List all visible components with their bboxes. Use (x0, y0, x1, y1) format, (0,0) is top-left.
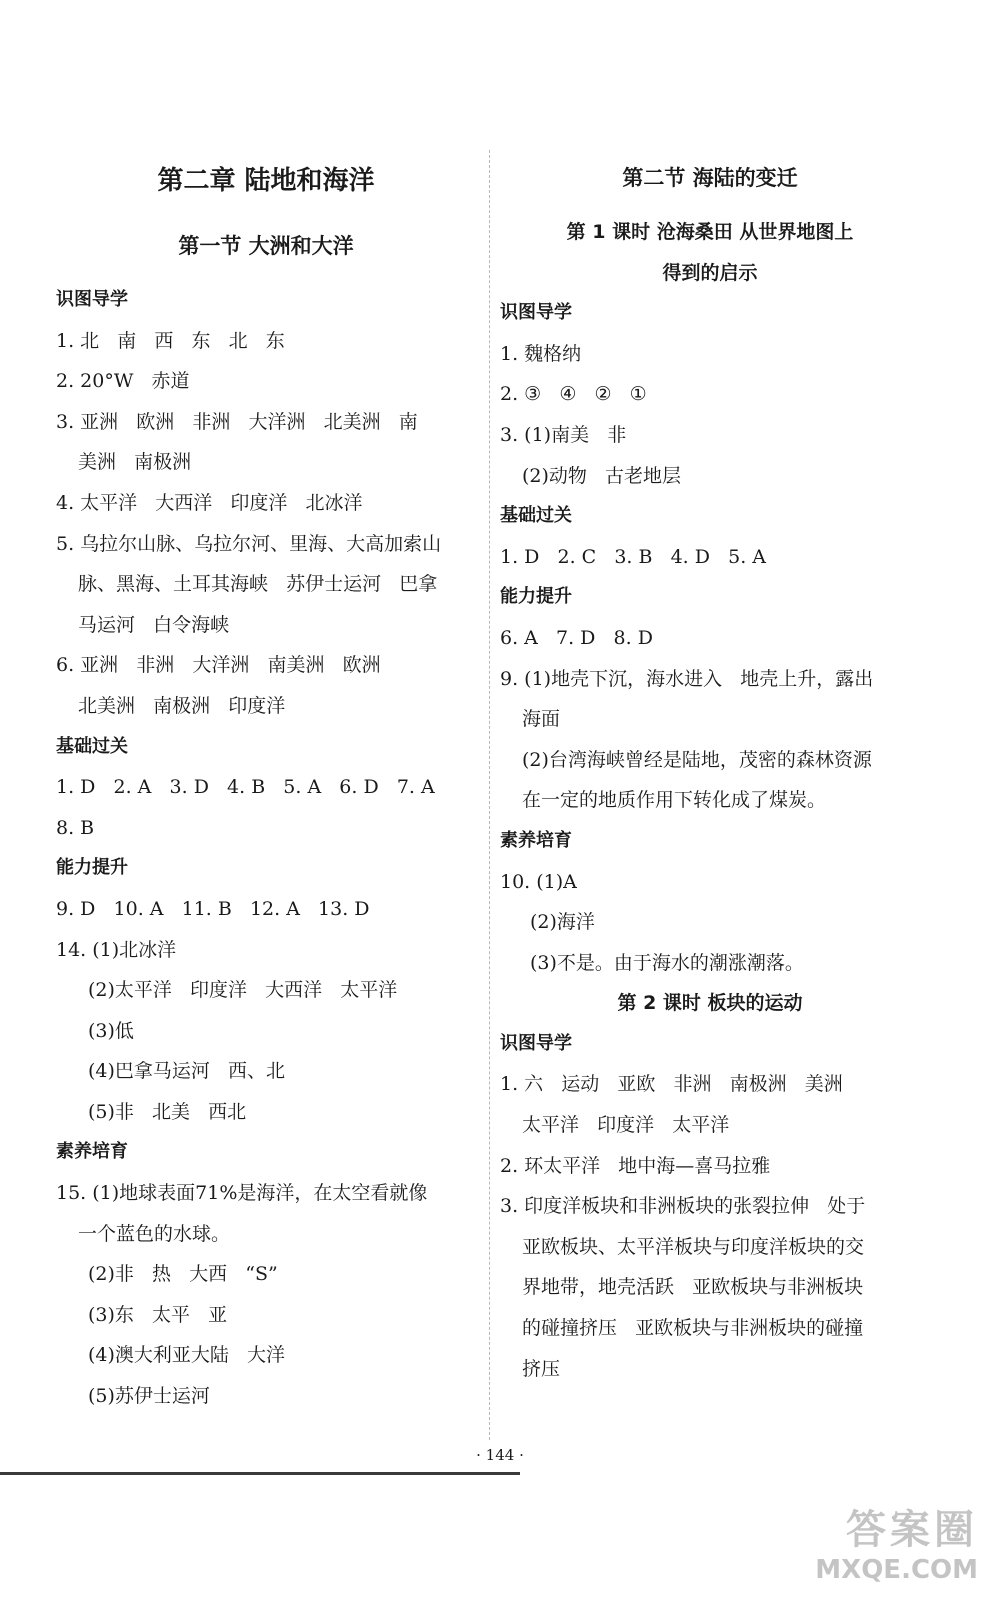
section-title: 第一节 大洲和大洋 (178, 234, 354, 258)
chapter-title: 第二章 陆地和海洋 (157, 166, 375, 196)
answer-line: 6. A 7. D 8. D (500, 626, 653, 649)
answer-line: 一个蓝色的水球。 (78, 1222, 231, 1245)
lesson-title: 第 2 课时 板块的运动 (617, 992, 803, 1015)
answer-line: (2)海洋 (530, 911, 595, 934)
answer-line: 14. (1)北冰洋 (56, 938, 177, 961)
answer-line: 马运河 白令海峡 (78, 613, 230, 636)
answer-line: 的碰撞挤压 亚欧板块与非洲板块的碰撞 (522, 1317, 864, 1340)
category-heading: 素养培育 (500, 829, 572, 851)
answer-line: 界地带，地壳活跃 亚欧板块与非洲板块 (522, 1276, 864, 1299)
category-heading: 识图导学 (500, 1032, 572, 1054)
answer-line: 8. B (56, 816, 95, 839)
answer-line: 1. 北 南 西 东 北 东 (56, 329, 285, 352)
answer-line: (2)台湾海峡曾经是陆地，茂密的森林资源 (522, 748, 872, 771)
answer-line: 2. ③ ④ ② ① (500, 383, 647, 406)
category-heading: 基础过关 (56, 735, 128, 757)
answer-line: (2)太平洋 印度洋 大西洋 太平洋 (88, 979, 398, 1002)
answer-line: (2)动物 古老地层 (522, 464, 682, 487)
section-title: 第二节 海陆的变迁 (622, 166, 798, 190)
answer-line: (4)巴拿马运河 西、北 (88, 1060, 286, 1083)
answer-line: 2. 环太平洋 地中海—喜马拉雅 (500, 1154, 771, 1177)
answer-line: 亚欧板块、太平洋板块与印度洋板块的交 (522, 1235, 865, 1258)
answer-line: 15. (1)地球表面71%是海洋，在太空看就像 (56, 1182, 428, 1205)
answer-line: 挤压 (522, 1357, 561, 1380)
right-column (500, 150, 920, 1389)
answer-line: 1. 魏格纳 (500, 342, 582, 365)
answer-line: 在一定的地质作用下转化成了煤炭。 (522, 789, 827, 812)
answer-line: (4)澳大利亚大陆 大洋 (88, 1344, 286, 1367)
answer-line: 3. 印度洋板块和非洲板块的张裂拉伸 处于 (500, 1195, 866, 1218)
answer-line: (5)苏伊士运河 (88, 1385, 210, 1408)
answer-line: (3)不是。由于海水的潮涨潮落。 (530, 951, 804, 974)
category-heading: 能力提升 (56, 857, 128, 879)
lesson-title: 得到的启示 (662, 261, 758, 284)
answer-line: (2)非 热 大西 “S” (88, 1263, 278, 1286)
category-heading: 能力提升 (500, 586, 572, 608)
answer-line: 5. 乌拉尔山脉、乌拉尔河、里海、大高加索山 (56, 532, 442, 555)
watermark-logo (808, 1506, 978, 1592)
category-heading: 识图导学 (56, 289, 128, 310)
watermark-url: MXQE.COM (815, 1555, 978, 1585)
category-heading: 基础过关 (500, 505, 572, 527)
category-heading: 识图导学 (500, 302, 572, 324)
answer-line: 海面 (522, 708, 561, 731)
answer-line: 9. D 10. A 11. B 12. A 13. D (56, 897, 370, 920)
footer-rule (0, 1472, 520, 1475)
answer-line: 3. 亚洲 欧洲 非洲 大洋洲 北美洲 南 (56, 410, 418, 433)
answer-line: (3)低 (88, 1019, 134, 1042)
lesson-title: 第 1 课时 沧海桑田 从世界地图上 (566, 221, 854, 243)
page-number: · 144 · (476, 1446, 524, 1464)
answer-line: 北美洲 南极洲 印度洋 (78, 694, 286, 717)
answer-line: 太平洋 印度洋 太平洋 (522, 1114, 730, 1137)
answer-line: 1. 六 运动 亚欧 非洲 南极洲 美洲 (500, 1073, 843, 1096)
left-column (56, 150, 476, 1417)
watermark-text: 答案圈 (846, 1507, 978, 1553)
category-heading: 素养培育 (56, 1141, 128, 1163)
answer-line: 脉、黑海、土耳其海峡 苏伊士运河 巴拿 (78, 573, 438, 596)
answer-line: 4. 太平洋 大西洋 印度洋 北冰洋 (56, 491, 363, 514)
answer-line: 9. (1)地壳下沉，海水进入 地壳上升，露出 (500, 667, 874, 690)
column-divider (489, 150, 490, 1440)
answer-line: (5)非 北美 西北 (88, 1100, 247, 1123)
answer-line: 1. D 2. C 3. B 4. D 5. A (500, 545, 766, 568)
answer-line: 10. (1)A (500, 870, 577, 893)
answer-line: 3. (1)南美 非 (500, 423, 627, 446)
answer-line: 1. D 2. A 3. D 4. B 5. A 6. D 7. A (56, 776, 435, 799)
answer-line: (3)东 太平 亚 (88, 1303, 228, 1326)
answer-line: 6. 亚洲 非洲 大洋洲 南美洲 欧洲 (56, 654, 381, 677)
answer-line: 美洲 南极洲 (78, 451, 192, 474)
answer-line: 2. 20°W 赤道 (56, 370, 190, 393)
